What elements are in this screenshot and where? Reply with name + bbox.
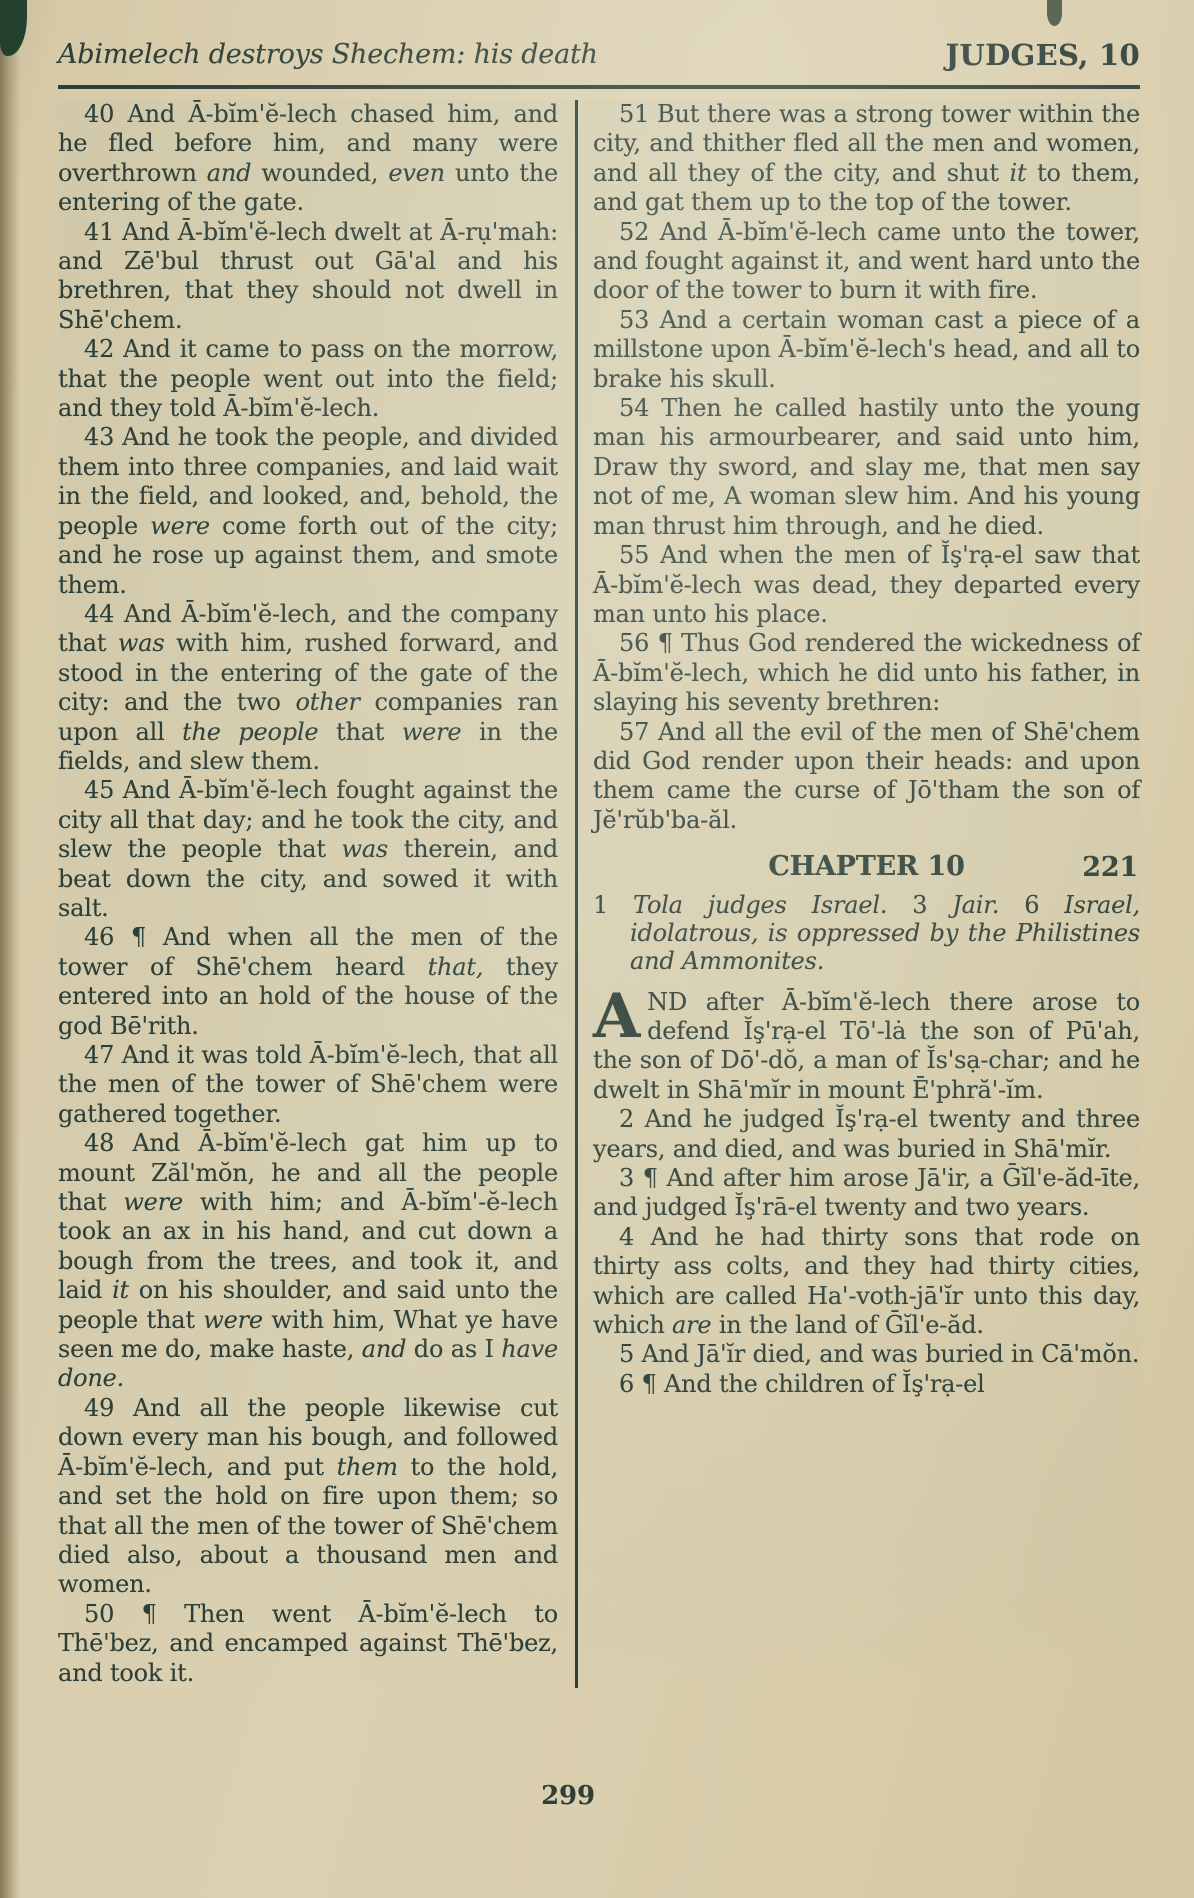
verses-2-6 bbox=[593, 1105, 1140, 1399]
right-column bbox=[575, 100, 1140, 1688]
verses-51-57 bbox=[593, 100, 1140, 835]
page-header bbox=[58, 38, 1140, 72]
verse-paragraph: 44 And Ā-bĭm'ĕ-lech, and the company that was with him, rushed forward, and stood in the entering of the gate of the city: and the two other companies ran upon all the people that were in the fields, and slew them. bbox=[58, 599, 558, 775]
verse-paragraph: 54 Then he called hastily unto the young man his armourbearer, and said unto him, Draw thy sword, and slay me, that men say not of me, A woman slew him. And his young man thrust him through, and he died. bbox=[593, 394, 1140, 540]
verse-paragraph: 49 And all the people likewise cut down every man his bough, and followed Ā-bĭm'ĕ-lech, and put them to the hold, and set the hold on fire upon them; so that all the men of the tower of Shē'chem died also, about a thousand men and women. bbox=[58, 1393, 559, 1599]
verses-40-50 bbox=[58, 100, 558, 1688]
dropcap-letter: A bbox=[593, 980, 641, 1052]
verse-paragraph: 41 And Ā-bĭm'ĕ-lech dwelt at Ā-rụ'mah: and Zē'bul thrust out Gā'al and his brethren, that they should not dwell in Shē'chem. bbox=[58, 217, 558, 334]
verse-paragraph: 45 And Ā-bĭm'ĕ-lech fought against the city all that day; and he took the city, and slew the people that was therein, and beat down the city, and sowed it with salt. bbox=[58, 776, 558, 922]
verse-paragraph: 4 And he had thirty sons that rode on thirty ass colts, and they had thirty cities, which are called Ha'-voth-jā'ĭr unto this day, which are in the land of Ḡĭl'e-ăd. bbox=[593, 1222, 1140, 1340]
scan-mark-top-right bbox=[1047, 0, 1062, 26]
verse-paragraph: 52 And Ā-bĭm'ĕ-lech came unto the tower, and fought against it, and went hard unto the door of the tower to burn it with fire. bbox=[593, 217, 1140, 305]
left-column bbox=[58, 100, 558, 1688]
chapter-opening-paragraph bbox=[593, 980, 1140, 1106]
chapter-heading-number: 221 bbox=[1082, 852, 1138, 884]
book-gutter-shadow bbox=[0, 0, 20, 1898]
verse-paragraph: 3 ¶ And after him arose Jā'ir, a Ḡĭl'e-ăd-īte, and judged Ĭş'rā-el twenty and two years. bbox=[593, 1164, 1140, 1222]
chapter-opening-text: ND after Ā-bĭm'ĕ-lech there arose to defend Ĭş'rạ-el Tō'-lȧ the son of Pū'ah, the son of Dō'-dŏ, a man of Ĭs'sạ-char; and he dwelt in Shā'mĭr in mount Ē'phră'-ĭm. bbox=[593, 987, 1140, 1104]
verse-paragraph: 40 And Ā-bĭm'ĕ-lech chased him, and he fled before him, and many were overthrown and wounded, even unto the entering of the gate. bbox=[58, 100, 558, 217]
verse-paragraph: 57 And all the evil of the men of Shē'chem did God render upon their heads: and upon them came the curse of Jō'tham the son of Jĕ'rŭb'ba-ăl. bbox=[593, 717, 1140, 834]
chapter-heading bbox=[593, 851, 1140, 884]
verse-paragraph: 48 And Ā-bĭm'ĕ-lech gat him up to mount Zăl'mŏn, he and all the people that were with him; and Ā-bĭm'-ĕ-lech took an ax in his hand, and cut down a bough from the trees, and took it, and laid it on his shoulder, and said unto the people that were with him, What ye have seen me do, make haste, and do as I have done. bbox=[58, 1129, 558, 1393]
page-content bbox=[58, 38, 1140, 1688]
verse-paragraph: 55 And when the men of Ĭş'rạ-el saw that Ā-bĭm'ĕ-lech was dead, they departed every man unto his place. bbox=[593, 541, 1140, 628]
verse-paragraph: 53 And a certain woman cast a piece of a millstone upon Ā-bĭm'ĕ-lech's head, and all to brake his skull. bbox=[593, 305, 1140, 393]
verse-paragraph: 50 ¶ Then went Ā-bĭm'ĕ-lech to Thē'bez, and encamped against Thē'bez, and took it. bbox=[58, 1599, 558, 1687]
book-cover-corner-top-left bbox=[0, 0, 27, 56]
verse-paragraph: 5 And Jā'ĭr died, and was buried in Cā'mŏn. bbox=[619, 1340, 1140, 1369]
verse-paragraph: 43 And he took the people, and divided them into three companies, and laid wait in the field, and looked, and, behold, the people were come forth out of the city; and he rose up against them, and smote them. bbox=[58, 423, 558, 599]
book-chapter-title: JUDGES, 10 bbox=[945, 38, 1140, 72]
text-columns bbox=[58, 100, 1140, 1688]
chapter-heading-label: CHAPTER 10 bbox=[768, 851, 965, 883]
chapter-summary: 1 Tola judges Israel. 3 Jair. 6 Israel, idolatrous, is oppressed by the Philistines and Ammonites. bbox=[593, 890, 1140, 975]
verse-paragraph: 42 And it came to pass on the morrow, that the people went out into the field; and they told Ā-bĭm'ĕ-lech. bbox=[58, 335, 558, 423]
verse-paragraph: 56 ¶ Thus God rendered the wickedness of Ā-bĭm'ĕ-lech, which he did unto his father, in slaying his seventy brethren: bbox=[593, 629, 1140, 717]
verse-paragraph: 6 ¶ And the children of Ĭş'rạ-el bbox=[619, 1369, 985, 1398]
running-head: Abimelech destroys Shechem: his death bbox=[58, 39, 598, 70]
verse-paragraph: 2 And he judged Ĭş'rạ-el twenty and three years, and died, and was buried in Shā'mĭr. bbox=[593, 1105, 1140, 1163]
verse-paragraph: 46 ¶ And when all the men of the tower of Shē'chem heard that, they entered into an hold of the house of the god Bē'rith. bbox=[58, 923, 558, 1040]
verse-paragraph: 51 But there was a strong tower within the city, and thither fled all the men and women, and all they of the city, and shut it to them, and gat them up to the top of the tower. bbox=[593, 100, 1140, 217]
header-rule bbox=[58, 85, 1140, 89]
verse-paragraph: 47 And it was told Ā-bĭm'ĕ-lech, that all the men of the tower of Shē'chem were gathered together. bbox=[58, 1041, 558, 1128]
page-number: 299 bbox=[541, 1781, 595, 1811]
